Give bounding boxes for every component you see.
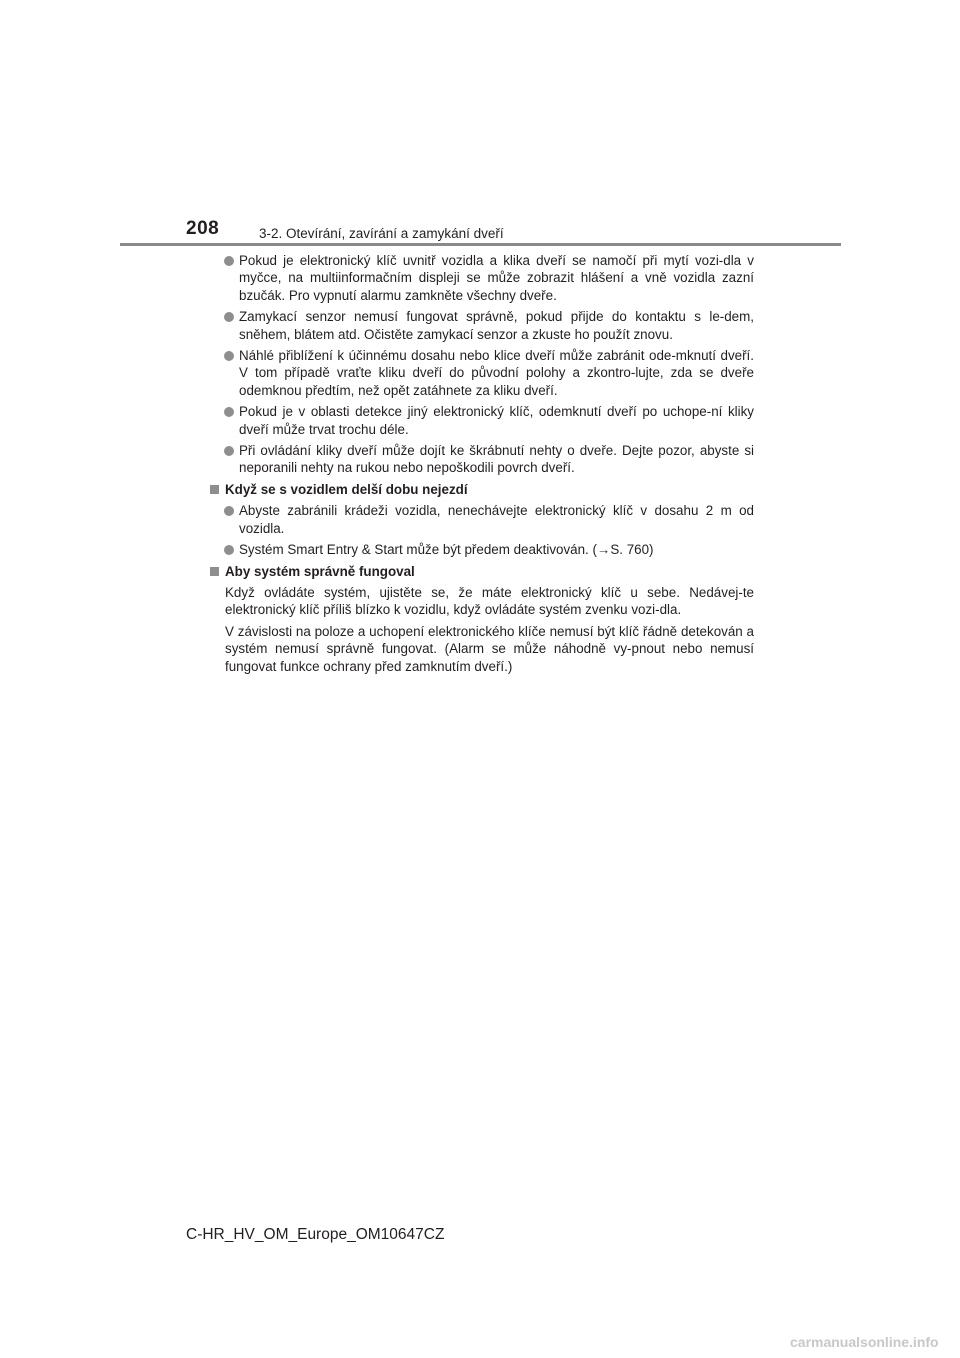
circle-bullet-icon (224, 312, 234, 322)
document-code: C-HR_HV_OM_Europe_OM10647CZ (186, 1226, 445, 1243)
list-item-text: Pokud je elektronický klíč uvnitř vozidla a klika dveří se namočí při mytí vozi-dla v myčce, na multiinformačním displeji se může zobrazit hlášení a vně vozidla zazní bzučák. Pro vypnutí alarmu zamkněte všechny dveře. (239, 253, 754, 303)
list-item (210, 502, 754, 537)
subsection-heading-text: Aby systém správně fungoval (225, 563, 415, 579)
paragraph: Když ovládáte systém, ujistěte se, že máte elektronický klíč u sebe. Nedávej-te elektronický klíč příliš blízko k vozidlu, když ovládáte systém zvenku vozi-dla. (225, 584, 754, 618)
watermark: carmanualsonline.info (790, 1334, 939, 1350)
page-number: 208 (186, 218, 220, 239)
section-title: 3-2. Otevírání, zavírání a zamykání dveří (259, 226, 504, 241)
list-item (210, 403, 754, 438)
subsection-heading-text: Když se s vozidlem delší dobu nejezdí (225, 481, 468, 497)
list-item (210, 347, 754, 399)
list-item-text: Při ovládání kliky dveří může dojít ke škrábnutí nehty o dveře. Dejte pozor, abyste si neporanili nehty na rukou nebo nepoškodili povrch dveří. (239, 443, 754, 476)
subsection-heading (210, 481, 754, 498)
circle-bullet-icon (224, 351, 234, 361)
circle-bullet-icon (224, 506, 234, 516)
list-item (210, 308, 754, 343)
circle-bullet-icon (224, 256, 234, 266)
circle-bullet-icon (224, 545, 234, 555)
list-item-text: Systém Smart Entry & Start může být předem deaktivován. (→S. 760) (239, 542, 654, 558)
square-bullet-icon (210, 485, 219, 494)
square-bullet-icon (210, 567, 219, 576)
list-item (210, 541, 754, 558)
list-item-text: Pokud je v oblasti detekce jiný elektronický klíč, odemknutí dveří po uchope-ní kliky dveří může trvat trochu déle. (239, 404, 754, 437)
list-item-text: Zamykací senzor nemusí fungovat správně, pokud přijde do kontaktu s le-dem, sněhem, blátem atd. Očistěte zamykací senzor a zkuste ho použít znovu. (239, 309, 754, 342)
subsection-heading (210, 563, 754, 580)
list-item-text: Náhlé přiblížení k účinnému dosahu nebo klice dveří může zabránit ode-mknutí dveří. V tom případě vraťte kliku dveří do původní polohy a zkontro-lujte, zda se dveře odemknou předtím, než opět zatáhnete za kliku dveří. (239, 348, 754, 398)
list-item (210, 442, 754, 477)
list-item (210, 252, 754, 304)
circle-bullet-icon (224, 446, 234, 456)
list-item-text: Abyste zabránili krádeži vozidla, nenechávejte elektronický klíč v dosahu 2 m od vozidla. (239, 503, 754, 536)
paragraph: V závislosti na poloze a uchopení elektronického klíče nemusí být klíč řádně detekován a systém nemusí správně fungovat. (Alarm se může náhodně vy-pnout nebo nemusí fungovat funkce ochrany před zamknutím dveří.) (225, 623, 754, 674)
header-rule (120, 243, 841, 246)
page-content (210, 252, 754, 679)
circle-bullet-icon (224, 407, 234, 417)
